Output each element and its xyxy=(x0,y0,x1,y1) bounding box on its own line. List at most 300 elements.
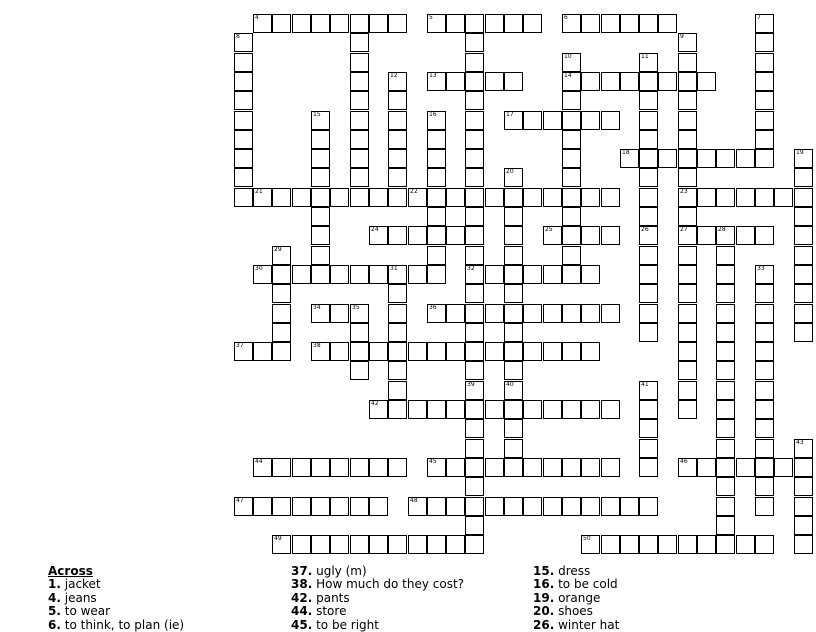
grid-cell[interactable] xyxy=(465,400,484,419)
grid-cell[interactable] xyxy=(311,458,330,477)
grid-cell[interactable] xyxy=(311,188,330,207)
grid-cell[interactable] xyxy=(794,323,813,342)
grid-cell[interactable] xyxy=(794,284,813,303)
grid-cell[interactable] xyxy=(388,400,407,419)
grid-cell[interactable] xyxy=(446,342,465,361)
grid-cell[interactable] xyxy=(408,400,427,419)
grid-cell[interactable] xyxy=(272,188,291,207)
grid-cell[interactable] xyxy=(427,111,446,130)
grid-cell[interactable] xyxy=(794,304,813,323)
grid-cell[interactable] xyxy=(350,361,369,380)
grid-cell[interactable] xyxy=(755,265,774,284)
grid-cell[interactable] xyxy=(234,130,253,149)
grid-cell[interactable] xyxy=(504,72,523,91)
grid-cell[interactable] xyxy=(755,477,774,496)
grid-cell[interactable] xyxy=(716,226,735,245)
grid-cell[interactable] xyxy=(292,458,311,477)
grid-cell[interactable] xyxy=(350,323,369,342)
grid-cell[interactable] xyxy=(523,497,542,516)
grid-cell[interactable] xyxy=(562,226,581,245)
grid-cell[interactable] xyxy=(562,72,581,91)
grid-cell[interactable] xyxy=(678,168,697,187)
grid-cell[interactable] xyxy=(716,439,735,458)
grid-cell[interactable] xyxy=(755,149,774,168)
grid-cell[interactable] xyxy=(697,458,716,477)
grid-cell[interactable] xyxy=(272,458,291,477)
grid-cell[interactable] xyxy=(716,400,735,419)
grid-cell[interactable] xyxy=(716,381,735,400)
grid-cell[interactable] xyxy=(755,400,774,419)
grid-cell[interactable] xyxy=(350,342,369,361)
grid-cell[interactable] xyxy=(581,111,600,130)
grid-cell[interactable] xyxy=(562,149,581,168)
grid-cell[interactable] xyxy=(465,497,484,516)
grid-cell[interactable] xyxy=(678,342,697,361)
grid-cell[interactable] xyxy=(311,130,330,149)
grid-cell[interactable] xyxy=(446,458,465,477)
grid-cell[interactable] xyxy=(697,188,716,207)
grid-cell[interactable] xyxy=(562,458,581,477)
grid-cell[interactable] xyxy=(311,265,330,284)
grid-cell[interactable] xyxy=(658,535,677,554)
grid-cell[interactable] xyxy=(639,400,658,419)
grid-cell[interactable] xyxy=(485,304,504,323)
grid-cell[interactable] xyxy=(465,130,484,149)
grid-cell[interactable] xyxy=(465,91,484,110)
grid-cell[interactable] xyxy=(465,226,484,245)
grid-cell[interactable] xyxy=(755,342,774,361)
grid-cell[interactable] xyxy=(427,304,446,323)
grid-cell[interactable] xyxy=(272,284,291,303)
grid-cell[interactable] xyxy=(272,14,291,33)
grid-cell[interactable] xyxy=(350,497,369,516)
grid-cell[interactable] xyxy=(562,400,581,419)
grid-cell[interactable] xyxy=(330,342,349,361)
grid-cell[interactable] xyxy=(639,111,658,130)
grid-cell[interactable] xyxy=(678,188,697,207)
grid-cell[interactable] xyxy=(234,342,253,361)
grid-cell[interactable] xyxy=(755,439,774,458)
grid-cell[interactable] xyxy=(234,168,253,187)
grid-cell[interactable] xyxy=(543,342,562,361)
grid-cell[interactable] xyxy=(581,188,600,207)
grid-cell[interactable] xyxy=(234,53,253,72)
grid-cell[interactable] xyxy=(736,226,755,245)
grid-cell[interactable] xyxy=(330,188,349,207)
grid-cell[interactable] xyxy=(716,458,735,477)
grid-cell[interactable] xyxy=(755,381,774,400)
grid-cell[interactable] xyxy=(292,265,311,284)
grid-cell[interactable] xyxy=(465,111,484,130)
grid-cell[interactable] xyxy=(601,535,620,554)
grid-cell[interactable] xyxy=(408,226,427,245)
grid-cell[interactable] xyxy=(716,419,735,438)
grid-cell[interactable] xyxy=(388,535,407,554)
grid-cell[interactable] xyxy=(350,14,369,33)
grid-cell[interactable] xyxy=(543,304,562,323)
grid-cell[interactable] xyxy=(581,342,600,361)
grid-cell[interactable] xyxy=(465,33,484,52)
grid-cell[interactable] xyxy=(272,304,291,323)
grid-cell[interactable] xyxy=(427,400,446,419)
grid-cell[interactable] xyxy=(755,14,774,33)
grid-cell[interactable] xyxy=(794,458,813,477)
grid-cell[interactable] xyxy=(485,497,504,516)
grid-cell[interactable] xyxy=(601,72,620,91)
grid-cell[interactable] xyxy=(620,497,639,516)
grid-cell[interactable] xyxy=(388,91,407,110)
grid-cell[interactable] xyxy=(427,168,446,187)
grid-cell[interactable] xyxy=(678,400,697,419)
grid-cell[interactable] xyxy=(234,497,253,516)
grid-cell[interactable] xyxy=(678,72,697,91)
grid-cell[interactable] xyxy=(581,226,600,245)
grid-cell[interactable] xyxy=(523,304,542,323)
grid-cell[interactable] xyxy=(446,400,465,419)
grid-cell[interactable] xyxy=(601,400,620,419)
grid-cell[interactable] xyxy=(504,304,523,323)
grid-cell[interactable] xyxy=(465,72,484,91)
grid-cell[interactable] xyxy=(311,14,330,33)
grid-cell[interactable] xyxy=(639,226,658,245)
grid-cell[interactable] xyxy=(678,53,697,72)
grid-cell[interactable] xyxy=(369,497,388,516)
grid-cell[interactable] xyxy=(562,91,581,110)
grid-cell[interactable] xyxy=(350,188,369,207)
grid-cell[interactable] xyxy=(465,168,484,187)
grid-cell[interactable] xyxy=(678,111,697,130)
grid-cell[interactable] xyxy=(292,535,311,554)
grid-cell[interactable] xyxy=(465,535,484,554)
grid-cell[interactable] xyxy=(639,130,658,149)
grid-cell[interactable] xyxy=(774,458,793,477)
grid-cell[interactable] xyxy=(427,14,446,33)
grid-cell[interactable] xyxy=(388,168,407,187)
grid-cell[interactable] xyxy=(465,284,484,303)
grid-cell[interactable] xyxy=(716,535,735,554)
grid-cell[interactable] xyxy=(388,111,407,130)
grid-cell[interactable] xyxy=(504,439,523,458)
grid-cell[interactable] xyxy=(311,535,330,554)
grid-cell[interactable] xyxy=(755,188,774,207)
grid-cell[interactable] xyxy=(330,265,349,284)
grid-cell[interactable] xyxy=(716,246,735,265)
grid-cell[interactable] xyxy=(543,265,562,284)
grid-cell[interactable] xyxy=(272,246,291,265)
grid-cell[interactable] xyxy=(658,14,677,33)
grid-cell[interactable] xyxy=(504,323,523,342)
grid-cell[interactable] xyxy=(504,188,523,207)
grid-cell[interactable] xyxy=(369,535,388,554)
grid-cell[interactable] xyxy=(504,400,523,419)
grid-cell[interactable] xyxy=(755,91,774,110)
grid-cell[interactable] xyxy=(465,304,484,323)
grid-cell[interactable] xyxy=(755,111,774,130)
grid-cell[interactable] xyxy=(678,207,697,226)
grid-cell[interactable] xyxy=(523,111,542,130)
grid-cell[interactable] xyxy=(581,72,600,91)
grid-cell[interactable] xyxy=(523,14,542,33)
grid-cell[interactable] xyxy=(639,458,658,477)
grid-cell[interactable] xyxy=(562,53,581,72)
grid-cell[interactable] xyxy=(639,149,658,168)
grid-cell[interactable] xyxy=(446,14,465,33)
grid-cell[interactable] xyxy=(639,14,658,33)
grid-cell[interactable] xyxy=(794,516,813,535)
grid-cell[interactable] xyxy=(697,226,716,245)
grid-cell[interactable] xyxy=(716,361,735,380)
grid-cell[interactable] xyxy=(678,265,697,284)
grid-cell[interactable] xyxy=(794,207,813,226)
grid-cell[interactable] xyxy=(543,188,562,207)
grid-cell[interactable] xyxy=(350,535,369,554)
grid-cell[interactable] xyxy=(465,149,484,168)
grid-cell[interactable] xyxy=(581,304,600,323)
grid-cell[interactable] xyxy=(562,342,581,361)
grid-cell[interactable] xyxy=(716,265,735,284)
grid-cell[interactable] xyxy=(581,458,600,477)
grid-cell[interactable] xyxy=(388,188,407,207)
grid-cell[interactable] xyxy=(562,265,581,284)
grid-cell[interactable] xyxy=(465,323,484,342)
grid-cell[interactable] xyxy=(388,14,407,33)
grid-cell[interactable] xyxy=(485,14,504,33)
grid-cell[interactable] xyxy=(639,439,658,458)
grid-cell[interactable] xyxy=(639,168,658,187)
grid-cell[interactable] xyxy=(311,111,330,130)
grid-cell[interactable] xyxy=(639,207,658,226)
grid-cell[interactable] xyxy=(253,265,272,284)
grid-cell[interactable] xyxy=(678,246,697,265)
grid-cell[interactable] xyxy=(716,323,735,342)
grid-cell[interactable] xyxy=(716,188,735,207)
grid-cell[interactable] xyxy=(504,497,523,516)
grid-cell[interactable] xyxy=(485,342,504,361)
grid-cell[interactable] xyxy=(639,72,658,91)
grid-cell[interactable] xyxy=(639,91,658,110)
grid-cell[interactable] xyxy=(755,33,774,52)
grid-cell[interactable] xyxy=(697,149,716,168)
grid-cell[interactable] xyxy=(465,207,484,226)
grid-cell[interactable] xyxy=(504,111,523,130)
grid-cell[interactable] xyxy=(465,342,484,361)
grid-cell[interactable] xyxy=(504,168,523,187)
grid-cell[interactable] xyxy=(678,91,697,110)
grid-cell[interactable] xyxy=(388,130,407,149)
grid-cell[interactable] xyxy=(523,400,542,419)
grid-cell[interactable] xyxy=(794,188,813,207)
grid-cell[interactable] xyxy=(697,535,716,554)
grid-cell[interactable] xyxy=(272,497,291,516)
grid-cell[interactable] xyxy=(446,72,465,91)
grid-cell[interactable] xyxy=(504,226,523,245)
grid-cell[interactable] xyxy=(388,323,407,342)
grid-cell[interactable] xyxy=(465,188,484,207)
grid-cell[interactable] xyxy=(292,188,311,207)
grid-cell[interactable] xyxy=(755,130,774,149)
grid-cell[interactable] xyxy=(736,458,755,477)
grid-cell[interactable] xyxy=(504,265,523,284)
grid-cell[interactable] xyxy=(427,72,446,91)
grid-cell[interactable] xyxy=(465,265,484,284)
grid-cell[interactable] xyxy=(253,14,272,33)
grid-cell[interactable] xyxy=(350,91,369,110)
grid-cell[interactable] xyxy=(581,535,600,554)
grid-cell[interactable] xyxy=(388,458,407,477)
grid-cell[interactable] xyxy=(350,149,369,168)
grid-cell[interactable] xyxy=(716,497,735,516)
grid-cell[interactable] xyxy=(427,226,446,245)
grid-cell[interactable] xyxy=(755,226,774,245)
grid-cell[interactable] xyxy=(504,207,523,226)
grid-cell[interactable] xyxy=(736,188,755,207)
grid-cell[interactable] xyxy=(234,91,253,110)
grid-cell[interactable] xyxy=(736,535,755,554)
grid-cell[interactable] xyxy=(388,361,407,380)
grid-cell[interactable] xyxy=(794,226,813,245)
grid-cell[interactable] xyxy=(697,72,716,91)
grid-cell[interactable] xyxy=(504,419,523,438)
grid-cell[interactable] xyxy=(504,342,523,361)
grid-cell[interactable] xyxy=(234,149,253,168)
grid-cell[interactable] xyxy=(581,14,600,33)
grid-cell[interactable] xyxy=(562,111,581,130)
grid-cell[interactable] xyxy=(465,361,484,380)
grid-cell[interactable] xyxy=(755,284,774,303)
grid-cell[interactable] xyxy=(330,304,349,323)
grid-cell[interactable] xyxy=(369,265,388,284)
grid-cell[interactable] xyxy=(369,458,388,477)
grid-cell[interactable] xyxy=(504,381,523,400)
grid-cell[interactable] xyxy=(446,226,465,245)
grid-cell[interactable] xyxy=(350,265,369,284)
grid-cell[interactable] xyxy=(794,497,813,516)
grid-cell[interactable] xyxy=(620,535,639,554)
grid-cell[interactable] xyxy=(639,497,658,516)
grid-cell[interactable] xyxy=(330,458,349,477)
grid-cell[interactable] xyxy=(639,53,658,72)
grid-cell[interactable] xyxy=(658,149,677,168)
grid-cell[interactable] xyxy=(562,246,581,265)
grid-cell[interactable] xyxy=(504,14,523,33)
grid-cell[interactable] xyxy=(562,188,581,207)
grid-cell[interactable] xyxy=(330,535,349,554)
grid-cell[interactable] xyxy=(678,226,697,245)
grid-cell[interactable] xyxy=(369,342,388,361)
grid-cell[interactable] xyxy=(794,265,813,284)
grid-cell[interactable] xyxy=(427,130,446,149)
grid-cell[interactable] xyxy=(330,14,349,33)
grid-cell[interactable] xyxy=(620,14,639,33)
grid-cell[interactable] xyxy=(485,188,504,207)
grid-cell[interactable] xyxy=(755,72,774,91)
grid-cell[interactable] xyxy=(716,284,735,303)
grid-cell[interactable] xyxy=(369,188,388,207)
grid-cell[interactable] xyxy=(678,130,697,149)
grid-cell[interactable] xyxy=(523,458,542,477)
grid-cell[interactable] xyxy=(408,188,427,207)
grid-cell[interactable] xyxy=(543,226,562,245)
grid-cell[interactable] xyxy=(504,458,523,477)
grid-cell[interactable] xyxy=(350,458,369,477)
grid-cell[interactable] xyxy=(562,497,581,516)
grid-cell[interactable] xyxy=(253,188,272,207)
grid-cell[interactable] xyxy=(408,497,427,516)
grid-cell[interactable] xyxy=(601,14,620,33)
grid-cell[interactable] xyxy=(601,226,620,245)
grid-cell[interactable] xyxy=(408,535,427,554)
grid-cell[interactable] xyxy=(716,477,735,496)
grid-cell[interactable] xyxy=(427,497,446,516)
grid-cell[interactable] xyxy=(253,342,272,361)
grid-cell[interactable] xyxy=(485,400,504,419)
grid-cell[interactable] xyxy=(465,419,484,438)
grid-cell[interactable] xyxy=(581,497,600,516)
grid-cell[interactable] xyxy=(427,188,446,207)
grid-cell[interactable] xyxy=(678,458,697,477)
grid-cell[interactable] xyxy=(272,265,291,284)
grid-cell[interactable] xyxy=(794,477,813,496)
grid-cell[interactable] xyxy=(716,516,735,535)
grid-cell[interactable] xyxy=(639,265,658,284)
grid-cell[interactable] xyxy=(716,304,735,323)
grid-cell[interactable] xyxy=(408,265,427,284)
grid-cell[interactable] xyxy=(485,458,504,477)
grid-cell[interactable] xyxy=(755,361,774,380)
grid-cell[interactable] xyxy=(543,400,562,419)
grid-cell[interactable] xyxy=(350,304,369,323)
grid-cell[interactable] xyxy=(388,226,407,245)
grid-cell[interactable] xyxy=(446,188,465,207)
grid-cell[interactable] xyxy=(388,381,407,400)
grid-cell[interactable] xyxy=(716,342,735,361)
grid-cell[interactable] xyxy=(562,130,581,149)
grid-cell[interactable] xyxy=(427,535,446,554)
grid-cell[interactable] xyxy=(581,265,600,284)
grid-cell[interactable] xyxy=(639,284,658,303)
grid-cell[interactable] xyxy=(658,72,677,91)
grid-cell[interactable] xyxy=(794,149,813,168)
grid-cell[interactable] xyxy=(408,342,427,361)
grid-cell[interactable] xyxy=(639,323,658,342)
grid-cell[interactable] xyxy=(755,419,774,438)
grid-cell[interactable] xyxy=(755,304,774,323)
grid-cell[interactable] xyxy=(543,111,562,130)
grid-cell[interactable] xyxy=(755,458,774,477)
grid-cell[interactable] xyxy=(794,168,813,187)
grid-cell[interactable] xyxy=(543,497,562,516)
grid-cell[interactable] xyxy=(427,458,446,477)
grid-cell[interactable] xyxy=(311,207,330,226)
grid-cell[interactable] xyxy=(350,111,369,130)
grid-cell[interactable] xyxy=(755,535,774,554)
grid-cell[interactable] xyxy=(234,111,253,130)
grid-cell[interactable] xyxy=(234,188,253,207)
grid-cell[interactable] xyxy=(369,226,388,245)
grid-cell[interactable] xyxy=(446,535,465,554)
grid-cell[interactable] xyxy=(350,168,369,187)
grid-cell[interactable] xyxy=(465,458,484,477)
grid-cell[interactable] xyxy=(523,265,542,284)
grid-cell[interactable] xyxy=(350,130,369,149)
grid-cell[interactable] xyxy=(465,14,484,33)
grid-cell[interactable] xyxy=(736,149,755,168)
grid-cell[interactable] xyxy=(543,458,562,477)
grid-cell[interactable] xyxy=(253,497,272,516)
grid-cell[interactable] xyxy=(678,149,697,168)
grid-cell[interactable] xyxy=(388,284,407,303)
grid-cell[interactable] xyxy=(311,497,330,516)
